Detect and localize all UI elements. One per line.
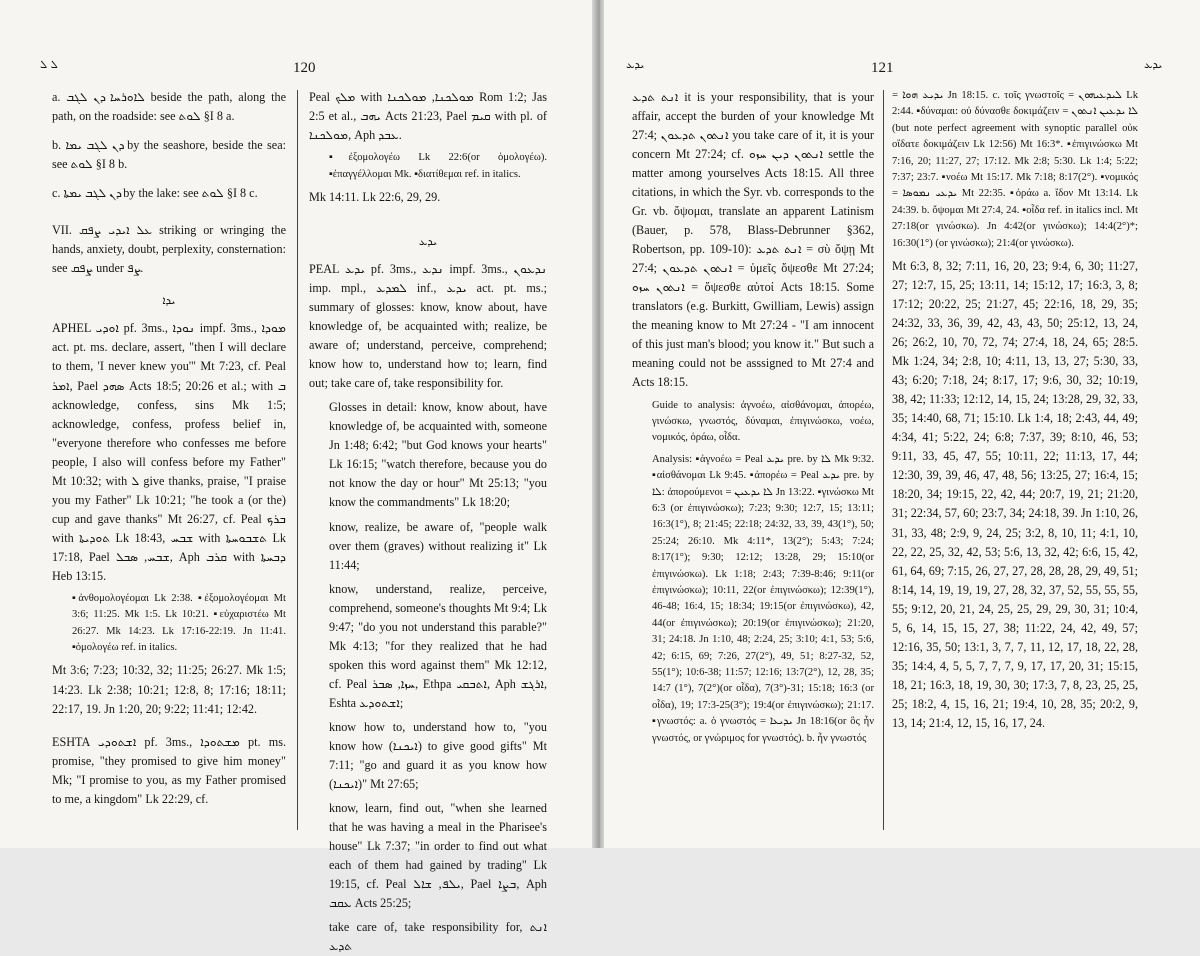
entry-paragraph: c. ܕܢ ܠܓܒ ܝܡܬܐ by the lake: see ܠܘܬ §I 8 c. <box>52 186 258 201</box>
left-column-2 <box>309 88 548 954</box>
greek-analysis: ▪ἐξομολογέω Lk 22:6(or ὁμολογέω). ▪ἐπαγγέλλομαι Mk. ▪διατίθεμαι ref. in italics. <box>329 152 547 180</box>
entry-paragraph: take care of, take responsibility for, ܐܢܬ ܬܕܥ <box>329 920 547 954</box>
column-rule <box>297 90 298 830</box>
running-head: ܠ ܠ <box>40 58 58 71</box>
running-head-left: ܝܕܥ <box>626 58 645 71</box>
column-rule <box>883 90 884 830</box>
reference-list: Mk 14:11. Lk 22:6, 29, 29. <box>309 189 441 204</box>
entry-paragraph: APHEL ܐܘܕܝ pf. 3ms., ܢܘܕܐ impf. 3ms., ܡܘܕܐ act. pt. ms. declare, assert, "then I will declare to them, 'I never knew you'" Mt 7:23, cf. Peal ܐܡܪ, Pael ܣܗܕ Acts 18:5; 20:26 et al.; with ܒ acknowledge, confess, sins Mk 1:5; acknowledge, confess, profess belief in, "everyone therefore who confesses me before people, I also will confess before my Father" Mt 10:32; with ܠ give thanks, praise, "I praise you my Father" Lk 10:21; "he took a (or the) cup and gave thanks" Mt 26:27, cf. Peal ܒܪܟ with ܬܘܕܝܬܐ Lk 18:43, ܫܒܚ with ܬܫܒܘܚܬܐ Lk 17:18, Pael ܫܒܚ, ܣܒܠ, Aph ܩܪܒ with ܕܒܚܬܐ Heb 13:15. <box>52 321 286 583</box>
entry-paragraph: know how to, understand how to, "you know how (ܐܝܟܢܐ) to give good gifts" Mt 7:11; "go and guard it as you know how (ܐܝܟܢܐ)" Mt 27:65; <box>329 719 547 791</box>
entry-paragraph: ܐܢܬ ܬܕܥ it is your responsibility, that is your affair, accept the burden of your knowledge Mt 27:4; ܐܢܬܘܢ ܬܕܥܘܢ you take care of it, it is your concern Mt 27:24; cf. ܐܢܬܘܢ ܕܝܢ ܚܙܘ settle the matter among yourselves Acts 18:15. All three citations, in which the Syr. vb. corresponds to the Gr. vb. ὄψομαι, translate an apparent Latinism (Bauer, p. 578, Blass-Debrunner §362, Robertson, pp. 109-10): ܐܢܬ ܬܕܥ = σὺ ὄψῃ Mt 27:4; ܐܢܬܘܢ ܬܕܥܘܢ = ὑμεῖς ὄψεσθε Mt 27:24; ܐܢܬܘܢ ܚܙܘ = ὄψεσθε αὐτοί Acts 18:15. Some translators (e.g. Burkitt, Gwilliam, Lewis) assign the meaning know to Mt 27:24 - "I am innocent of this just man's blood; you know it." But such a meaning could not be asssigned to Mt 27:4 and Acts 18:15. <box>632 90 875 390</box>
left-page <box>0 0 596 954</box>
analysis: = ܝܕܝܥ ܗܘܐ Jn 18:15. c. τοῖς γνωστοῖς = ܠܝܕܥܝܗܘܢ Lk 2:44. ▪δύναμαι: οὐ δύνασθε δοκιμάζειν = ܠܐ ܝܕܥܝܢ ܐܢܬܘܢ (but note perfect agreement with synoptic parallel οὐκ οἴδατε δοκιμάζειν Lk 12:56) Mt 16:3*. ▪ἐπιγινώσκω Mt 7:16, 20; 11:27, 27; 17:12. Mk 2:8; 5:30. Lk 1:4; 5:22; 7:37; 23:7. ▪νοέω Mt 15:17. Mk 7:18; 8:17(2°). ▪νομικός = ܝܕܥܝ ܢܡܘܣܐ Mt 22:35. ▪ὁράω a. ἴδον Mt 13:14. Lk 24:39. b. ὄψομαι Mt 27:4, 24. ▪οἶδα ref. in italics incl. Mt 27:18(or γινώσκω). Jn 4:42(or γινώσκω); 14:4(2°)*; 16:30(1°) (or γινώσκω); 21:4(or γινώσκω). <box>892 90 1139 249</box>
entry-paragraph: a. ܠܐܘܪܚܐ ܕܢ ܠܓܒ beside the path, along the path, on the roadside: see ܠܘܬ §I 8 a. <box>52 90 286 124</box>
page-number: 120 <box>293 60 316 76</box>
entry-paragraph: VII. ܥܠ ܐܝܕܝ ܨܦܩ striking or wringing the hands, anxiety, doubt, perplexity, consternation: see ܨܦܩ under ܨܦ. <box>52 223 287 276</box>
entry-paragraph: ESHTA ܐܫܬܘܕܝ pf. 3ms., ܡܫܬܘܕܐ pt. ms. promise, "they promised to give him money" Mk; "I promise to you, as my Father promised to me, a kingdom" Lk 22:29, cf. <box>52 734 287 806</box>
right-column-2 <box>892 88 1138 838</box>
page-number: 121 <box>871 60 894 76</box>
entry-paragraph: PEAL ܝܕܥ pf. 3ms., ܢܕܥ impf. 3ms., ܢܕܥܘܢ imp. mpl., ܠܡܕܥ inf., ܝܕܥ act. pt. ms.; summary of glosses: know, know about, have knowledge of, be acquainted with; realize, be aware of; understand, perceive, comprehend; know how to, understand how to; learn, find out; take care of, take responsibility for. <box>309 262 547 391</box>
running-head-right: ܝܕܥ <box>1144 58 1163 71</box>
reference-list: Mt 3:6; 7:23; 10:32, 32; 11:25; 26:27. Mk 1:5; 14:23. Lk 2:38; 10:21; 12:8, 8; 17:16; 18:11; 22:17, 19. Jn 1:20, 20; 9:22; 11:41; 12:42. <box>52 663 286 716</box>
guide-to-analysis: Guide to analysis: ἀγνοέω, αἰσθάνομαι, ἀπορέω, γινώσκω, γνωστός, δύναμαι, ἐπιγινώσκω, νοέω, νομικός, ὁράω, οἶδα. <box>652 399 874 444</box>
section-heading: ܝܕܥ <box>418 234 438 248</box>
analysis: Analysis: ▪ἀγνοέω = Peal ܝܕܥ pre. by ܠܐ Mk 9:32. ▪αἰσθάνομαι Lk 9:45. ▪ἀπορέω = Peal ܝܕܥ pre. by ܠܐ: ἀπορούμενοι = ܠܐ ܝܕܥܝܢ Jn 13:22. ▪γινώσκω Mt 6:3 (or ἐπιγινώσκω); 7:23; 9:30; 12:7, 15; 13:11; 16:3(1°), 8; 21:45; 22:18; 24:32, 33, 39, 43(1°), 50; 25:24; 26:10. Mk 4:11*, 13(2°); 5:43; 7:24; 8:17(1°); 9:30; 12:12; 13:28, 29; 15:10(or ἐπιγινώσκω). Lk 1:18; 2:43; 7:39-8:46; 9:11(or ἐπιγινώσκω); 10:11, 22(or ἐπιγινώσκω); 12:39(1°), 46-48; 16:4, 15; 18:34; 19:15(or ἐπιγινώσκω), 42, 44(or ἐπιγινώσκω); 20:19(or ἐπιγινώσκω); 21:20, 31; 24:18. Jn 1:10, 48; 2:24, 25; 3:10; 4:1, 53; 5:6, 42; 6:15, 69; 7:26, 27(2°), 49, 51; 8:27-32, 52, 55(1°); 10:6-38; 11:57; 12:16; 13:7(2°), 12, 28, 35; 14:7 (1°), 7(2°)(or οἶδα), 7(3°)-31; 15:18; 16:3 (or οἶδα), 19; 17:3-25(3°); 19:4(or ἐπιγινώσκω); 21:17. ▪γνωστός: a. ὁ γνωστός = ܝܕܝܥܐ Jn 18:16(or ὃς ἦν γνωστός, or γνώριμος for γνωστός). b. ἦν γνωστός <box>652 453 875 744</box>
entry-paragraph: b. ܕܢ ܠܓܒ ܝܡܐ by the seashore, beside the sea: see ܠܘܬ §I 8 b. <box>52 138 286 172</box>
section-heading: ܝܕܐ <box>162 294 176 308</box>
right-column-1 <box>632 88 874 838</box>
left-column-1 <box>52 88 286 838</box>
entry-paragraph: know, realize, be aware of, "people walk over them (graves) without realizing it" Lk 11:44; <box>329 519 547 572</box>
greek-analysis: ▪ἀνθομολογέομαι Lk 2:38. ▪ἐξομολογέομαι Mt 3:6; 11:25. Mk 1:5. Lk 10:21. ▪εὐχαριστέω Mt 26:27. Mk 14:23. Lk 17:16-22:19. Jn 11:41. ▪ὁμολογέω ref. in italics. <box>72 592 286 654</box>
right-page <box>604 0 1200 848</box>
entry-paragraph: know, learn, find out, "when she learned that he was having a meal in the Pharisee's house" Lk 7:37; "in order to find out what each of them had gained by trading" Lk 19:15, cf. Peal ܝܠܦ, ܫܐܠ, Pael ܒܨܐ, Aph ܥܩܒ Acts 25:25; <box>329 800 547 911</box>
entry-paragraph: Glosses in detail: know, know about, have knowledge of, be acquainted with, someone Jn 1:48; 6:42; "but God knows your hearts" Lk 16:15; "watch therefore, because you do not know the day or hour" Mt 25:13; "you know the commandments" Lk 18:20; <box>329 400 547 510</box>
entry-paragraph: Peal ܡܠܟ with ܡܘܠܟܢܐ, ܡܘܠܟܢܐ Rom 1:2; Jas 2:5 et al., ܝܗܒ Acts 21:23, Pael ܩܝܡ with pl. of ܡܘܠܟܢܐ, Aph ܥܒܕ. <box>309 90 548 143</box>
reference-list: Mt 6:3, 8, 32; 7:11, 16, 20, 23; 9:4, 6, 30; 11:27, 27; 12:7, 15, 25; 13:11, 14; 15:12, 17; 16:3, 3, 8; 17:12; 20:22, 25; 21:27, 45; 22:16, 18, 29, 35; 24:32, 33, 36, 39, 42, 43, 43, 50; 25:12, 13, 24, 26; 26:2, 10, 70, 72, 74; 27:4, 18, 24, 65; 28:5. Mk 1:24, 34; 2:8, 10; 4:11, 13, 13, 27; 5:30, 33, 43; 6:20; 7:18, 24; 8:17, 17; 9:6, 30, 32; 10:19, 38, 42; 11:33; 12:12, 14, 15, 24; 13:28, 29, 32, 33, 35; 14:40, 68, 71; 15:10. Lk 1:4, 18; 2:43, 44, 49; 4:34, 41; 5:22, 24; 6:8; 7:37, 39; 8:10, 46, 53; 9:11, 33, 45, 47, 55; 10:11, 22; 11:13, 17, 44; 12:30, 39, 39, 46, 47, 48, 56; 13:25, 27; 16:4, 15; 18:20, 34; 19:15, 22, 42, 44; 20:7, 19, 21; 21:20, 31; 22:34, 57, 60; 23:7, 34; 24:18, 39. Jn 1:10, 26, 31, 33, 48; 2:9, 9, 24, 25; 3:2, 8, 10, 11; 4:1, 10, 22, 22, 25, 32, 42, 53; 5:6, 13, 32, 42; 6:6, 15, 42, 61, 64, 69; 7:15, 26, 27, 27, 28, 28, 28, 29, 49, 51; 8:14, 14, 19, 19, 19, 27, 28, 32, 37, 52, 55, 55, 55, 55; 9:12, 20, 21, 24, 25, 25, 29, 29, 30, 31; 10:4, 5, 6, 14, 15, 15, 27, 38; 11:22, 24, 42, 49, 57; 12:16, 35, 50; 13:1, 3, 7, 7, 11, 12, 17, 18, 22, 28, 35; 14:4, 4, 5, 5, 7, 7, 7, 9, 17, 17, 20, 31; 15:15, 18, 21; 16:3, 18, 19, 30, 30; 17:3, 7, 8, 23, 25, 25, 25; 18:2, 4, 15, 16, 21; 19:4, 10, 28, 35; 20:2, 9, 13, 14; 21:4, 12, 15, 16, 17, 24. <box>892 259 1138 730</box>
entry-paragraph: know, understand, realize, perceive, comprehend, someone's thoughts Mt 9:4; Lk 9:47; "do you not understand this parable?" Mk 4:13; "for they realized that he had spoken this word against them" Mk 12:12, cf. Peal ܚܙܐ, ܣܒܪ, Ethpa ܐܬܒܩܝ, Aph ܐܪܓܫ, Eshta ܐܫܬܘܕܥ; <box>329 581 547 710</box>
